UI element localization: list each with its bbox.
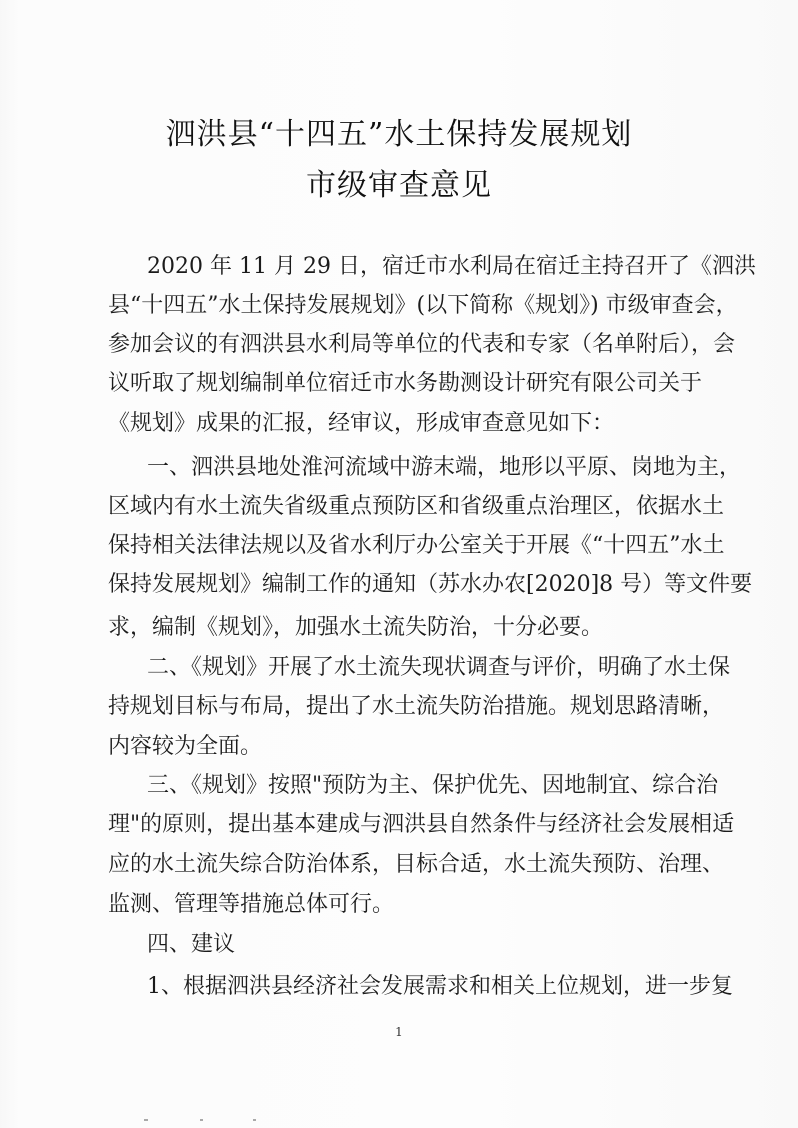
paragraph-intro-line-1: 2020 年 11 月 29 日，宿迁市水利局在宿迁主持召开了《泗洪 (147, 254, 756, 279)
suggestion-one-line-1: 1、根据泗洪县经济社会发展需求和相关上位规划，进一步复 (147, 974, 733, 999)
section-four-heading: 四、建议 (147, 932, 236, 957)
paragraph-intro-line-5: 《规划》成果的汇报，经审议，形成审查意见如下： (108, 411, 615, 436)
paragraph-one-line-2: 区域内有水土流失省级重点预防区和省级重点治理区，依据水土 (108, 494, 725, 519)
paragraph-one-line-1: 一、泗洪县地处淮河流域中游末端，地形以平原、岗地为主， (147, 455, 742, 480)
paragraph-one-line-3: 保持相关法律法规以及省水利厅办公室关于开展《“十四五”水土 (108, 533, 725, 558)
paragraph-two-line-1: 二、《规划》开展了水土流失现状调查与评价，明确了水土保 (147, 655, 731, 680)
paragraph-intro-line-2: 县“十四五”水土保持发展规划》(以下简称《规划》) 市级审查会， (108, 293, 738, 318)
paragraph-two-line-3: 内容较为全面。 (108, 734, 263, 759)
scan-artifact-mark (200, 1119, 203, 1121)
paragraph-three-line-3: 应的水土流失综合防治体系，目标合适，水土流失预防、治理、 (108, 852, 725, 877)
paragraph-three-line-4: 监测、管理等措施总体可行。 (108, 892, 395, 917)
document-title-line-2: 市级审查意见 (306, 168, 492, 203)
paragraph-intro-line-3: 参加会议的有泗洪县水利局等单位的代表和专家（名单附后），会 (108, 332, 736, 357)
paragraph-two-line-2: 持规划目标与布局，提出了水土流失防治措施。规划思路清晰， (108, 694, 725, 719)
scan-artifact-mark (253, 1119, 256, 1121)
document-title-line-1: 泗洪县“十四五”水土保持发展规划 (165, 117, 633, 152)
page-number: 1 (395, 1025, 403, 1039)
scan-artifact-mark (144, 1119, 148, 1121)
paragraph-three-line-2: 理"的原则，提出基本建成与泗洪县自然条件与经济社会发展相适 (108, 812, 735, 837)
paragraph-three-line-1: 三、《规划》按照"预防为主、保护优先、因地制宜、综合治 (147, 773, 719, 798)
paragraph-intro-line-4: 议听取了规划编制单位宿迁市水务勘测设计研究有限公司关于 (108, 371, 703, 396)
paragraph-one-line-5: 求，编制《规划》，加强水土流失防治，十分必要。 (108, 615, 604, 640)
paragraph-one-line-4: 保持发展规划》编制工作的通知（苏水办农[2020]8 号）等文件要 (108, 572, 753, 597)
